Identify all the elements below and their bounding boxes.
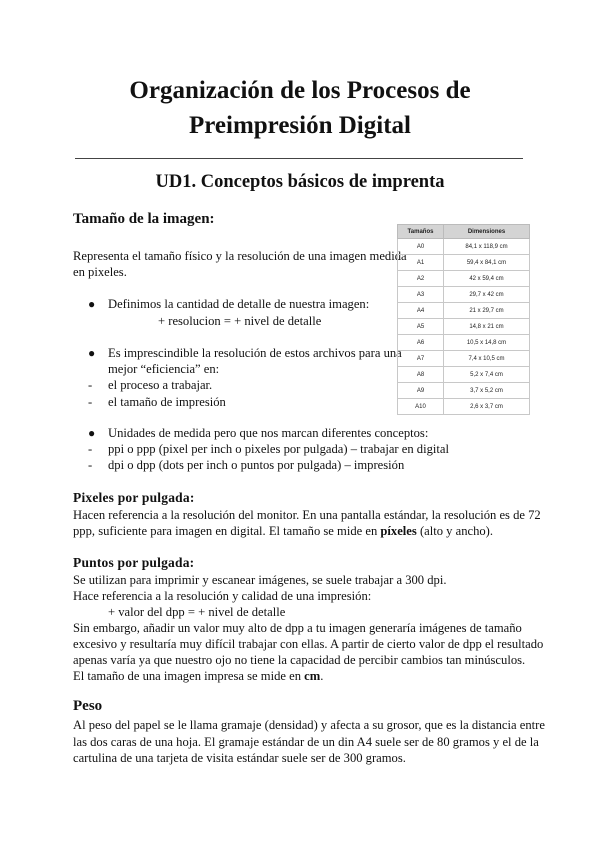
dimension-cell: 14,8 x 21 cm: [444, 319, 530, 335]
bullet3-line: Unidades de medida pero que nos marcan diferentes conceptos:: [108, 426, 429, 440]
peso-line1: Al peso del papel se le llama gramaje (densidad) y afecta a su grosor, que es la distancia entre: [73, 718, 545, 732]
heading-tamano-imagen: Tamaño de la imagen:: [73, 211, 215, 227]
ppp-line1: Hacen referencia a la resolución del monitor. En una pantalla estándar, la resolución es de 72: [73, 508, 541, 522]
bullet2-line2: mejor “eficiencia” en:: [108, 362, 220, 376]
dash-item-proceso: el proceso a trabajar.: [108, 378, 213, 392]
tamano-intro-line2: en pixeles.: [73, 265, 127, 279]
table-header-tamanos: Tamaños: [398, 225, 444, 239]
size-cell: A6: [398, 335, 444, 351]
dash-marker: -: [88, 442, 93, 456]
size-cell: A4: [398, 303, 444, 319]
bullet-dot: ●: [88, 297, 96, 311]
tamano-intro-line1: Representa el tamaño físico y la resolución de una imagen medida: [73, 249, 407, 263]
heading-peso: Peso: [73, 698, 103, 714]
bullet2-line1: Es imprescindible la resolución de estos archivos para una: [108, 346, 402, 360]
dpp-line2: Hace referencia a la resolución y calidad de una impresión:: [73, 589, 372, 603]
dimension-cell: 21 x 29,7 cm: [444, 303, 530, 319]
dpp-line5: excesivo y resultaría muy difícil trabajar con ellas. A partir de cierto valor de dpp el resultado: [73, 637, 544, 651]
bullet-dot: ●: [88, 426, 96, 440]
size-cell: A9: [398, 383, 444, 399]
table-row: [398, 303, 530, 319]
dimension-cell: 7,4 x 10,5 cm: [444, 351, 530, 367]
table-row: [398, 399, 530, 415]
document-title-line1: Organización de los Procesos de: [129, 77, 471, 104]
dpp-line3: + valor del dpp = + nivel de detalle: [108, 605, 286, 619]
size-cell: A1: [398, 255, 444, 271]
paper-size-table: [397, 224, 530, 415]
dimension-cell: 59,4 x 84,1 cm: [444, 255, 530, 271]
heading-puntos-por-pulgada: Puntos por pulgada:: [73, 555, 195, 570]
dpp-unit-bold: cm: [304, 669, 321, 683]
bullet1-line1: Definimos la cantidad de detalle de nuestra imagen:: [108, 297, 370, 311]
table-row: [398, 287, 530, 303]
dpp-line7-end: .: [320, 669, 324, 683]
dash-marker: -: [88, 458, 93, 472]
size-cell: A0: [398, 239, 444, 255]
size-cell: A5: [398, 319, 444, 335]
dash-item-ppi: ppi o ppp (pixel per inch o pixeles por pulgada) – trabajar en digital: [108, 442, 449, 456]
dash-marker: -: [88, 378, 93, 392]
dimension-cell: 84,1 x 118,9 cm: [444, 239, 530, 255]
table-row: [398, 319, 530, 335]
dash-item-tamano-impresion: el tamaño de impresión: [108, 395, 226, 409]
table-header-dimensiones: Dimensiones: [444, 225, 530, 239]
dpp-line6: apenas varía ya que nuestro ojo no tiene la capacidad de percibir cambios tan minúsculos.: [73, 653, 526, 667]
ppp-line2-text: ppp, suficiente para imagen en digital. El tamaño se mide en: [73, 524, 381, 538]
dash-marker: -: [88, 395, 93, 409]
table-row: [398, 383, 530, 399]
dimension-cell: 29,7 x 42 cm: [444, 287, 530, 303]
unit-subtitle: UD1. Conceptos básicos de imprenta: [155, 172, 445, 192]
dimension-cell: 5,2 x 7,4 cm: [444, 367, 530, 383]
ppp-line2-end: (alto y ancho).: [416, 524, 494, 538]
peso-line2: las dos caras de una hoja. El gramaje estándar de un din A4 suele ser de 80 gramos y el de la: [73, 735, 539, 749]
table-row: [398, 255, 530, 271]
size-cell: A8: [398, 367, 444, 383]
dimension-cell: 3,7 x 5,2 cm: [444, 383, 530, 399]
size-cell: A2: [398, 271, 444, 287]
table-row: [398, 271, 530, 287]
title-divider: [75, 158, 523, 159]
ppp-unit-bold: píxeles: [380, 524, 417, 538]
bullet-dot: ●: [88, 346, 96, 360]
dimension-cell: 2,6 x 3,7 cm: [444, 399, 530, 415]
size-cell: A7: [398, 351, 444, 367]
dpp-line4: Sin embargo, añadir un valor muy alto de dpp a tu imagen generaría imágenes de tamaño: [73, 621, 522, 635]
dpp-line7-text: El tamaño de una imagen impresa se mide en: [73, 669, 305, 683]
dimension-cell: 42 x 59,4 cm: [444, 271, 530, 287]
bullet1-line2: + resolucion = + nivel de detalle: [158, 314, 322, 328]
dimension-cell: 10,5 x 14,8 cm: [444, 335, 530, 351]
size-cell: A10: [398, 399, 444, 415]
size-cell: A3: [398, 287, 444, 303]
table-row: [398, 351, 530, 367]
table-header-row: [398, 225, 530, 239]
table-row: [398, 239, 530, 255]
heading-pixeles-por-pulgada: Pixeles por pulgada:: [73, 490, 195, 505]
peso-line3: cartulina de una tarjeta de visita estándar suele ser de 300 gramos.: [73, 751, 406, 765]
dash-item-dpi: dpi o dpp (dots per inch o puntos por pulgada) – impresión: [108, 458, 405, 472]
dpp-line7: [73, 668, 323, 685]
ppp-line2: [73, 523, 493, 540]
document-title-line2: Preimpresión Digital: [189, 112, 411, 139]
table-row: [398, 367, 530, 383]
table-row: [398, 335, 530, 351]
dpp-line1: Se utilizan para imprimir y escanear imágenes, se suele trabajar a 300 dpi.: [73, 573, 447, 587]
